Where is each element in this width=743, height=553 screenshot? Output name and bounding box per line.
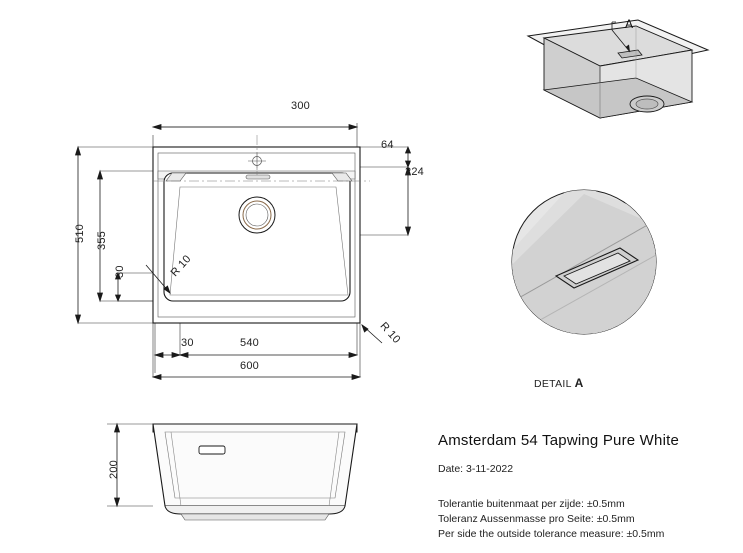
radius-inner-label: R 10 bbox=[168, 253, 194, 279]
dim-30-bottom: 30 bbox=[181, 337, 194, 349]
dim-64: 64 bbox=[381, 139, 394, 151]
title-block bbox=[438, 432, 738, 542]
dim-300: 300 bbox=[291, 100, 310, 112]
tolerance-en: Per side the outside tolerance measure: ±0.5mm bbox=[438, 528, 665, 540]
tolerance-nl: Tolerantie buitenmaat per zijde: ±0.5mm bbox=[438, 498, 625, 510]
perspective-view bbox=[470, 8, 710, 138]
detail-a-view bbox=[494, 172, 694, 372]
product-title: Amsterdam 54 Tapwing Pure White bbox=[438, 432, 680, 449]
detail-a-caption: DETAIL A bbox=[534, 376, 584, 390]
front-section-view bbox=[95, 410, 395, 535]
dim-510: 510 bbox=[74, 224, 86, 243]
dim-30-vertical: 30 bbox=[114, 265, 126, 278]
callout-letter-a: A bbox=[625, 17, 634, 31]
dim-355: 355 bbox=[96, 231, 108, 250]
radius-outer-label: R 10 bbox=[377, 320, 403, 346]
dim-540: 540 bbox=[240, 337, 259, 349]
tolerance-de: Toleranz Aussenmasse pro Seite: ±0.5mm bbox=[438, 513, 635, 525]
drawing-date: Date: 3-11-2022 bbox=[438, 463, 514, 475]
dim-600: 600 bbox=[240, 360, 259, 372]
dim-200: 200 bbox=[108, 460, 120, 479]
dim-224: 224 bbox=[405, 166, 424, 178]
